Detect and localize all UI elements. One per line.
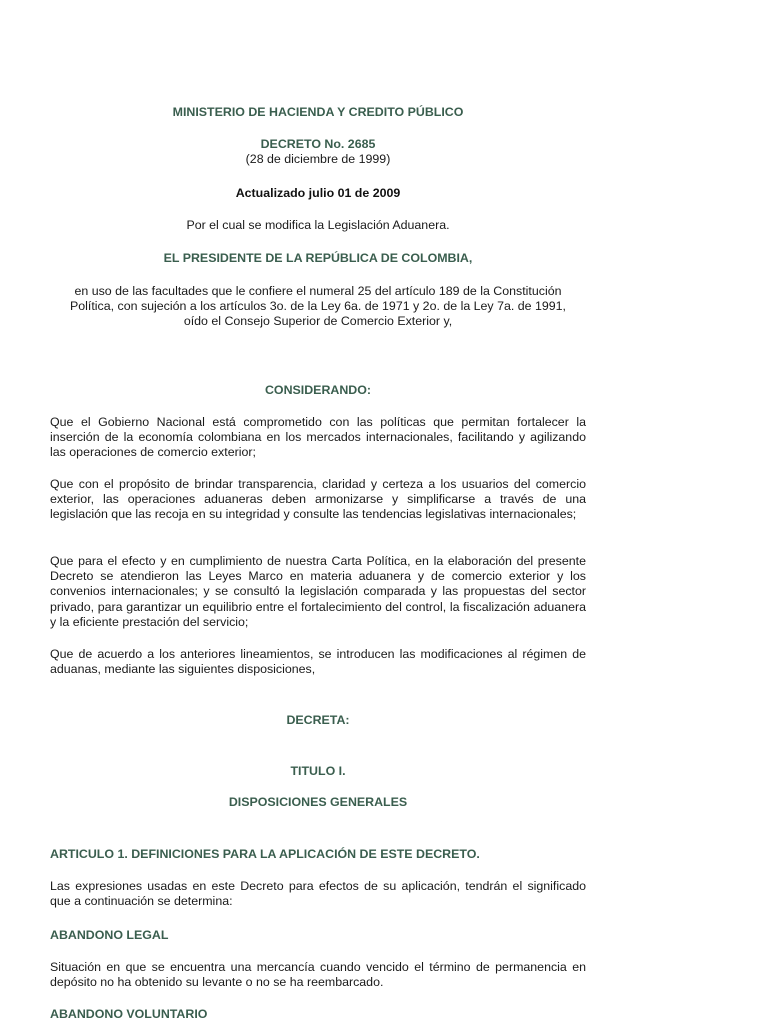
article-1-heading: ARTICULO 1. DEFINICIONES PARA LA APLICACIÓN DE ESTE DECRETO. — [50, 847, 480, 861]
considerando-paragraph-1: Que el Gobierno Nacional está comprometido con las políticas que permitan fortalecer la inserción de la economía colombiana en los mercados internacionales, facilitando y agilizando las operaciones de comercio exterior; — [50, 415, 586, 460]
powers-line: en uso de las facultades que le confiere el numeral 25 del artículo 189 de la Constitución — [74, 284, 562, 298]
decreta-heading: DECRETA: — [286, 713, 350, 727]
considerando-paragraph-2: Que con el propósito de brindar transparencia, claridad y certeza a los usuarios del comercio exterior, las operaciones aduaneras deben armonizarse y simplificarse a través de una legislación que las recoja en su integridad y consulte las tendencias legislativas internacionales; — [50, 477, 586, 522]
president-heading: EL PRESIDENTE DE LA REPÚBLICA DE COLOMBIA, — [163, 251, 473, 265]
decree-date: (28 de diciembre de 1999) — [245, 152, 391, 166]
title-heading: TITULO I. — [290, 764, 346, 778]
term-abandono-voluntario: ABANDONO VOLUNTARIO — [50, 1007, 208, 1021]
article-1-intro: Las expresiones usadas en este Decreto para efectos de su aplicación, tendrán el significado que a continuación se determina: — [50, 879, 586, 909]
decree-number: DECRETO No. 2685 — [260, 137, 376, 151]
title-name: DISPOSICIONES GENERALES — [228, 795, 408, 809]
ministry-heading: MINISTERIO DE HACIENDA Y CREDITO PÚBLICO — [172, 105, 464, 119]
powers-line: oído el Consejo Superior de Comercio Exterior y, — [183, 314, 453, 329]
decree-subject: Por el cual se modifica la Legislación Aduanera. — [186, 218, 450, 232]
considerando-heading: CONSIDERANDO: — [264, 383, 371, 397]
term-abandono-legal: ABANDONO LEGAL — [50, 928, 169, 942]
considerando-paragraph-3: Que para el efecto y en cumplimiento de nuestra Carta Política, en la elaboración del presente Decreto se atendieron las Leyes Marco en materia aduanera y de comercio exterior y los convenios internacionales; y se consultó la legislación comparada y las propuestas del sector privado, para garantizar un equilibrio entre el fortalecimiento del control, la fiscalización aduanera y la eficiente prestación del servicio; — [50, 554, 586, 629]
powers-line: Política, con sujeción a los artículos 3o. de la Ley 6a. de 1971 y 2o. de la Ley 7a. de 1991, — [70, 299, 566, 314]
considerando-paragraph-4: Que de acuerdo a los anteriores lineamientos, se introducen las modificaciones al régimen de aduanas, mediante las siguientes disposiciones, — [50, 647, 586, 677]
updated-date: Actualizado julio 01 de 2009 — [235, 186, 401, 200]
term-abandono-legal-definition: Situación en que se encuentra una mercancía cuando vencido el término de permanencia en depósito no ha obtenido su levante o no se ha reembarcado. — [50, 960, 586, 990]
powers-paragraph — [50, 284, 586, 330]
